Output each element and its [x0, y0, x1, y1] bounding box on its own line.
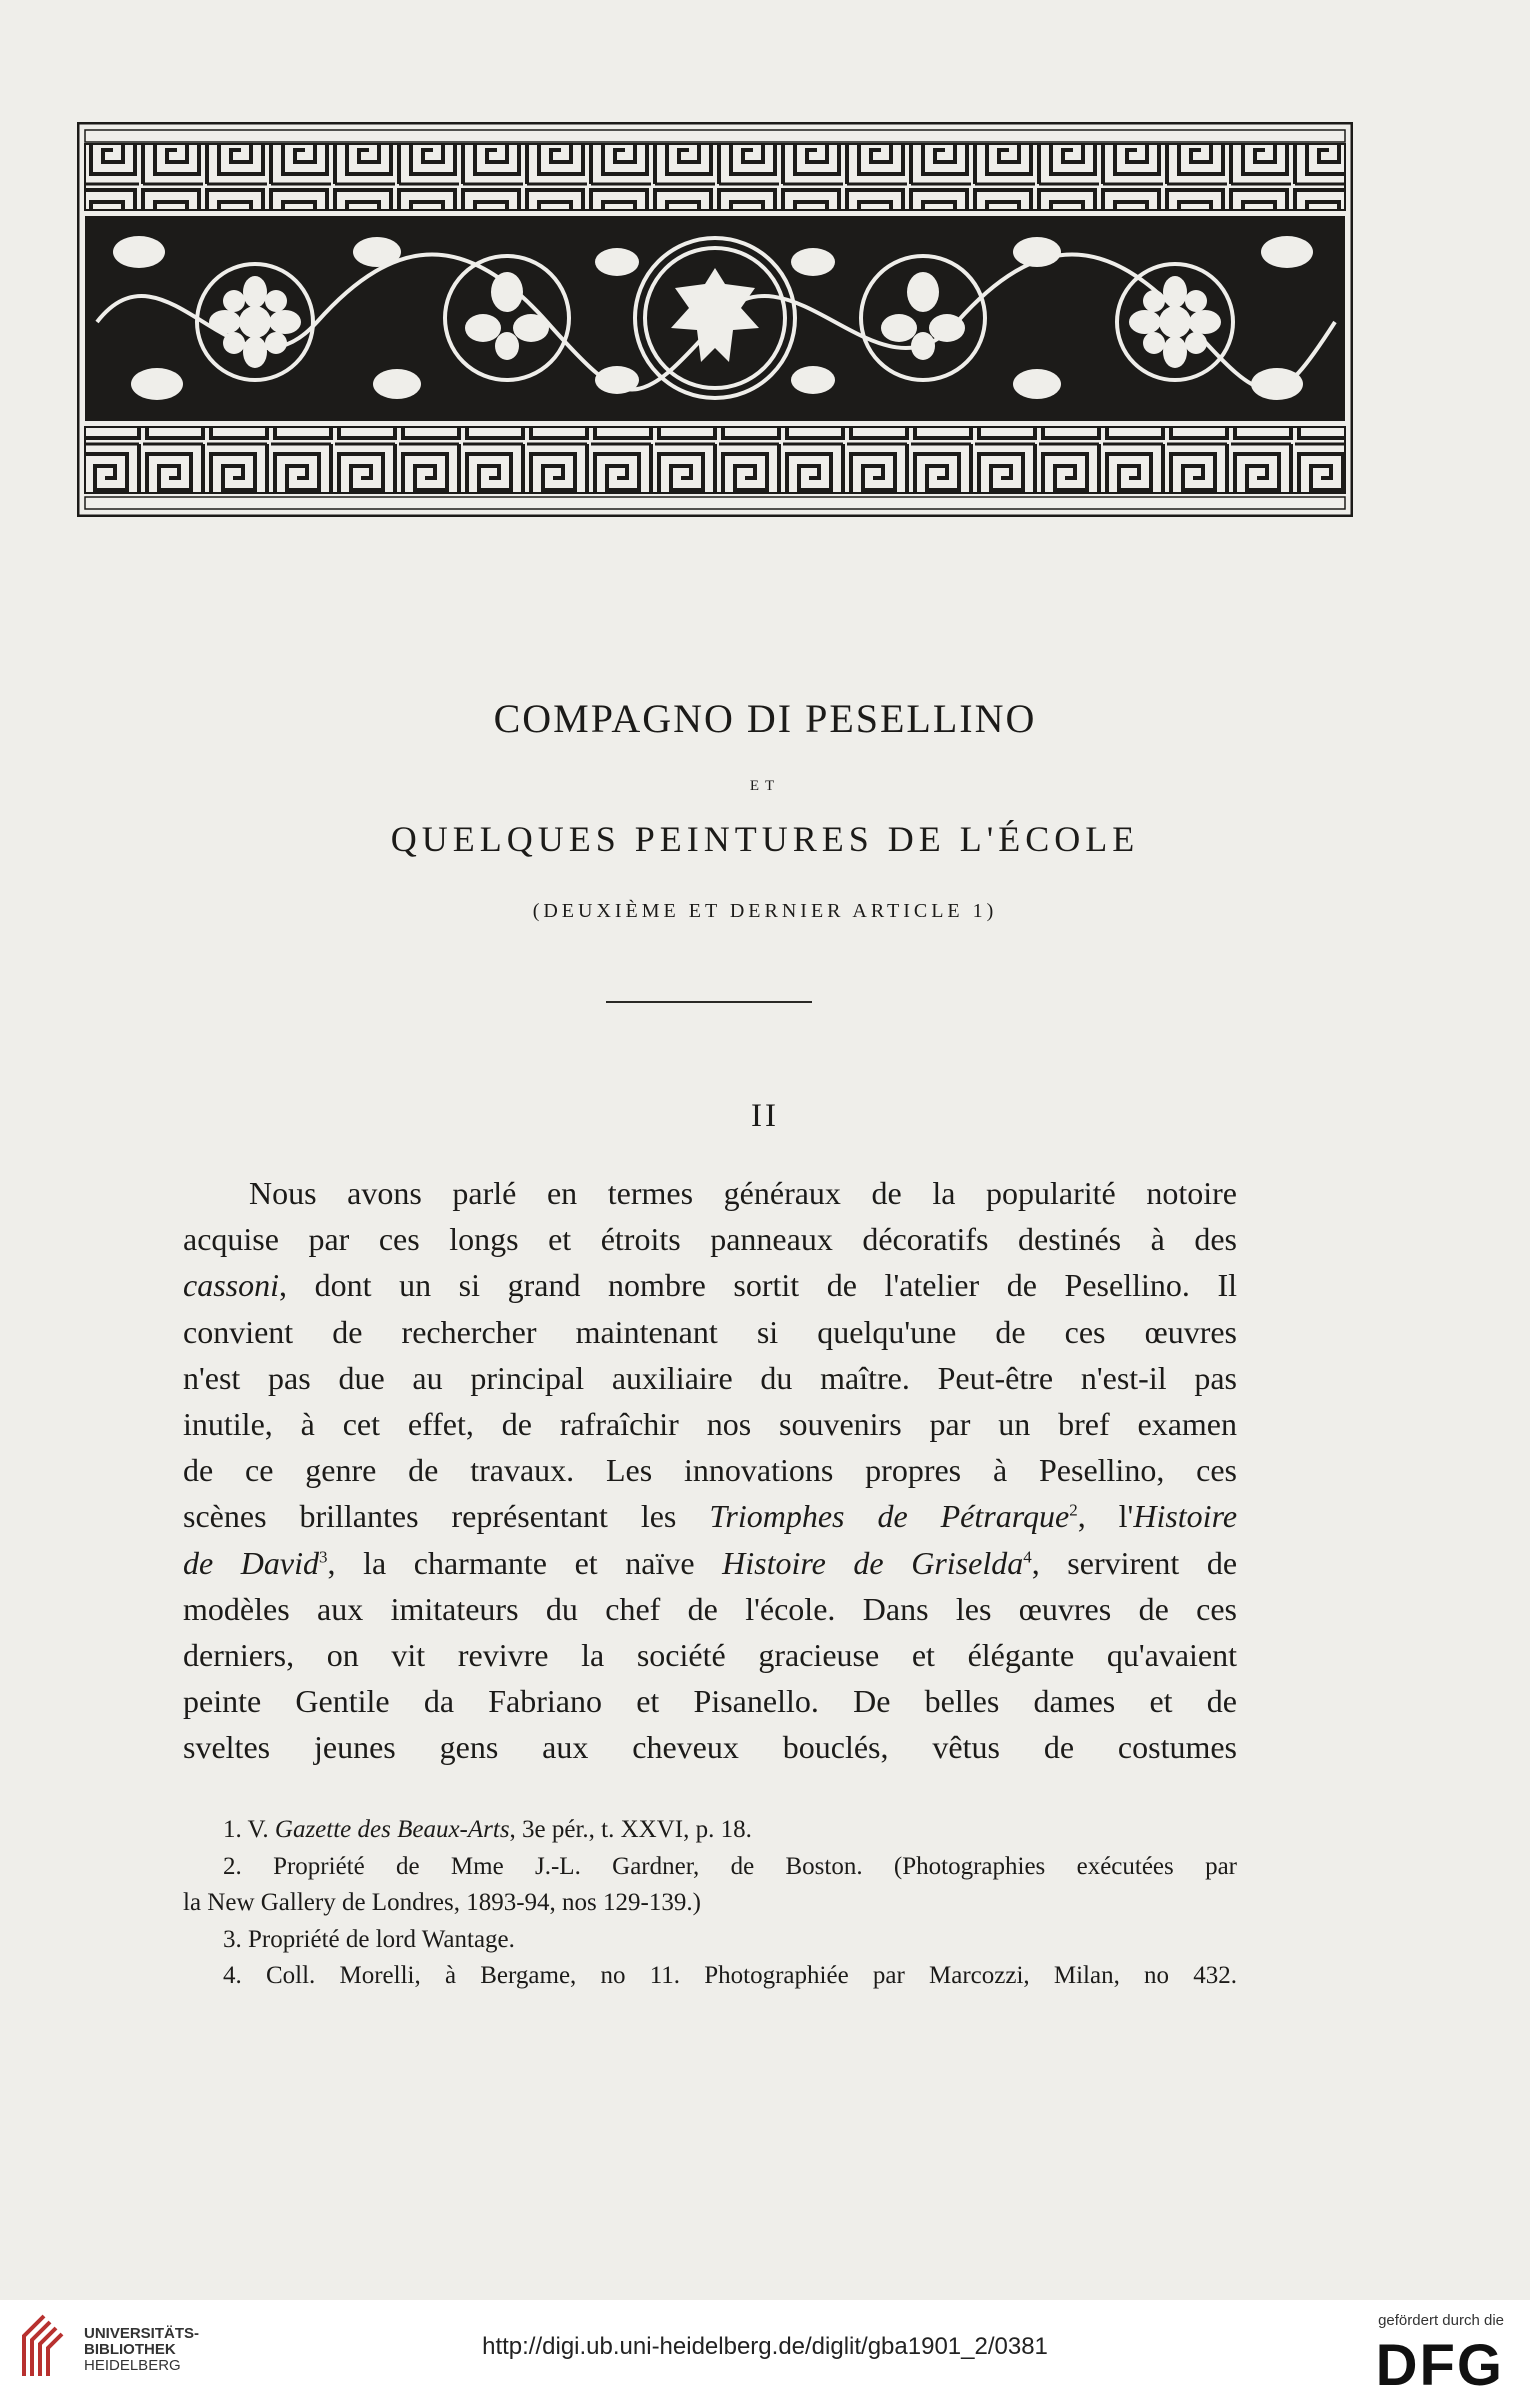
footnote: 2. Propriété de Mme J.-L. Gardner, de Boston. (Photographies exécutées par — [223, 1852, 1237, 1880]
footnote-ref: 4 — [1023, 1546, 1032, 1566]
italic-term: Triomphes de Pétrarque — [709, 1498, 1070, 1535]
footnote: 4. Coll. Morelli, à Bergame, no 11. Photographiée par Marcozzi, Milan, no 432. — [223, 1962, 1237, 1989]
document-url[interactable]: http://digi.ub.uni-heidelberg.de/diglit/gba1901_2/0381 — [482, 2333, 1048, 2360]
footnotes — [183, 1812, 1237, 1995]
footnote-ref: 2 — [1069, 1500, 1078, 1520]
library-line: HEIDELBERG — [84, 2357, 181, 2374]
body-line: derniers, on vit revivre la société gracieuse et élégante qu'avaient — [183, 1636, 1237, 1673]
body-text: , dont un si grand nombre sortit de l'atelier de Pesellino. Il — [279, 1267, 1237, 1304]
article-title: COMPAGNO DI PESELLINO — [493, 696, 1037, 741]
italic-term: Histoire de Griselda — [722, 1544, 1024, 1581]
library-line: BIBLIOTHEK — [84, 2341, 176, 2358]
footnote-ref: 3 — [319, 1546, 328, 1566]
dfg-logo[interactable]: DFG — [1375, 2333, 1504, 2398]
library-line: UNIVERSITÄTS- — [84, 2325, 200, 2342]
title-conjunction: ET — [749, 778, 781, 794]
article-subtitle: QUELQUES PEINTURES DE L'ÉCOLE — [390, 819, 1140, 859]
italic-term: de David — [183, 1544, 319, 1581]
body-line: Nous avons parlé en termes généraux de la popularité notoire — [249, 1175, 1237, 1211]
italic-term: cassoni — [183, 1267, 279, 1304]
decorative-frieze — [77, 122, 1353, 517]
body-line: modèles aux imitateurs du chef de l'école. Dans les œuvres de ces — [183, 1590, 1237, 1627]
footnote-text: 1. V. — [223, 1816, 275, 1843]
funding-caption: gefördert durch die — [1378, 2312, 1504, 2329]
body-line: acquise par ces longs et étroits panneaux décoratifs destinés à des — [183, 1221, 1237, 1258]
body-line: peinte Gentile da Fabriano et Pisanello. De belles dames et de — [183, 1683, 1237, 1720]
section-number: II — [751, 1098, 779, 1134]
body-line: sveltes jeunes gens aux cheveux bouclés, vêtus de costumes — [183, 1729, 1237, 1766]
body-text: , servirent de — [1031, 1544, 1237, 1581]
footnote: 3. Propriété de lord Wantage. — [223, 1925, 515, 1953]
body-paragraph — [183, 1170, 1237, 1770]
title-divider — [606, 1001, 812, 1003]
italic-term: Histoire — [1133, 1498, 1237, 1535]
body-line: n'est pas due au principal auxiliaire du maître. Peut-être n'est-il pas — [183, 1359, 1237, 1396]
body-line: convient de rechercher maintenant si quelqu'une de ces œuvres — [183, 1313, 1237, 1350]
footnote-continuation: la New Gallery de Londres, 1893-94, nos 129-139.) — [183, 1889, 701, 1916]
body-line — [183, 1493, 1237, 1539]
body-line — [183, 1262, 1237, 1308]
body-text: , l' — [1077, 1498, 1134, 1535]
footnote — [183, 1812, 1237, 1849]
body-line: inutile, à cet effet, de rafraîchir nos souvenirs par un bref examen — [183, 1405, 1237, 1442]
body-text: , la charmante et naïve — [327, 1544, 723, 1581]
article-part-note: (DEUXIÈME ET DERNIER ARTICLE 1) — [532, 900, 998, 922]
body-text: scènes brillantes représentant les — [183, 1498, 710, 1535]
body-line — [183, 1540, 1237, 1586]
footnote-text: , 3e pér., t. XXVI, p. 18. — [509, 1816, 752, 1843]
body-line: de ce genre de travaux. Les innovations propres à Pesellino, ces — [183, 1452, 1237, 1489]
italic-term: Gazette des Beaux-Arts — [274, 1816, 510, 1843]
